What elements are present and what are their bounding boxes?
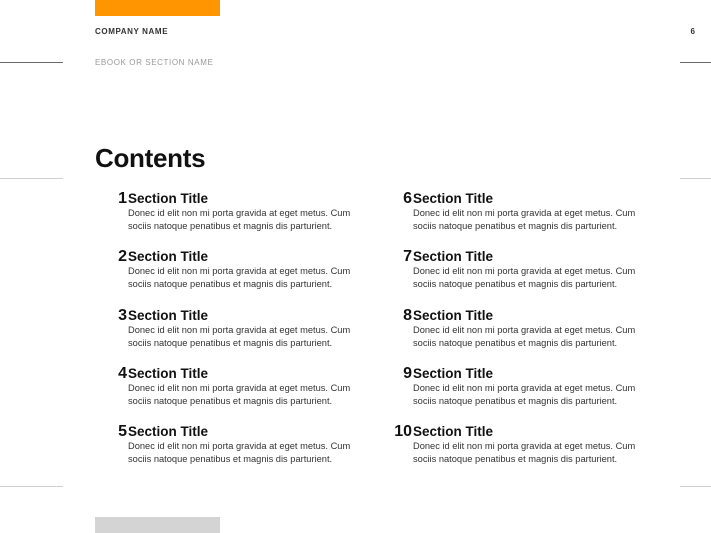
toc-item-number: 8 (403, 306, 412, 324)
bottom-rule-right (680, 486, 711, 487)
toc-item-number: 4 (118, 364, 127, 382)
mid-rule-right (680, 178, 711, 179)
toc-item (380, 190, 640, 248)
toc-item-description: Donec id elit non mi porta gravida at eget metus. Cum sociis natoque penatibus et magnis dis parturient. (128, 208, 351, 231)
toc-item-description: Donec id elit non mi porta gravida at eget metus. Cum sociis natoque penatibus et magnis dis parturient. (128, 324, 351, 348)
toc-item-title: Section Title (128, 365, 209, 381)
header-rule-left (0, 62, 63, 63)
toc-item-number: 2 (118, 248, 127, 266)
toc-item (95, 365, 355, 423)
bottom-rule-left (0, 486, 63, 487)
toc-item-number: 9 (403, 364, 412, 382)
mid-rule-left (0, 178, 63, 179)
toc-column-left (95, 190, 355, 481)
toc-item-description: Donec id elit non mi porta gravida at eget metus. Cum sociis natoque penatibus et magnis dis parturient. (128, 266, 351, 290)
toc-item-description: Donec id elit non mi porta gravida at eget metus. Cum sociis natoque penatibus et magnis dis parturient. (413, 441, 636, 465)
toc-item-description: Donec id elit non mi porta gravida at eget metus. Cum sociis natoque penatibus et magnis dis parturient. (128, 441, 351, 465)
toc-item-description: Donec id elit non mi porta gravida at eget metus. Cum sociis natoque penatibus et magnis dis parturient. (413, 324, 636, 348)
toc-item-title: Section Title (413, 249, 494, 265)
toc-item (380, 248, 640, 306)
toc-item (380, 365, 640, 423)
toc-item (380, 423, 640, 481)
toc-item-number: 1 (118, 190, 127, 207)
footer-bar (95, 517, 220, 533)
toc-item-title: Section Title (128, 191, 209, 206)
toc-column-right (380, 190, 640, 481)
toc-item-description: Donec id elit non mi porta gravida at eget metus. Cum sociis natoque penatibus et magnis dis parturient. (128, 382, 351, 406)
toc-item-number: 3 (118, 306, 127, 324)
toc-item-title: Section Title (128, 249, 209, 265)
toc-item-title: Section Title (413, 424, 494, 440)
page-number: 6 (690, 27, 695, 36)
accent-bar (95, 0, 220, 16)
toc-item-number: 10 (394, 423, 412, 441)
toc-item (95, 190, 355, 248)
toc-item (95, 307, 355, 365)
toc-item-number: 5 (118, 423, 127, 441)
toc-item-number: 6 (403, 190, 412, 207)
toc-item-title: Section Title (128, 424, 209, 440)
toc-item-number: 7 (403, 248, 412, 266)
toc-item (380, 307, 640, 365)
company-name: COMPANY NAME (95, 27, 169, 36)
toc-item-title: Section Title (413, 365, 494, 381)
toc-item-title: Section Title (413, 191, 494, 206)
page-title: Contents (95, 143, 206, 173)
toc-item-description: Donec id elit non mi porta gravida at eget metus. Cum sociis natoque penatibus et magnis dis parturient. (413, 266, 636, 290)
toc-item (95, 248, 355, 306)
toc-item-description: Donec id elit non mi porta gravida at eget metus. Cum sociis natoque penatibus et magnis dis parturient. (413, 382, 636, 406)
toc-item-title: Section Title (128, 307, 209, 323)
toc-item-title: Section Title (413, 307, 494, 323)
toc-item-description: Donec id elit non mi porta gravida at eget metus. Cum sociis natoque penatibus et magnis dis parturient. (413, 208, 636, 231)
section-name: EBOOK OR SECTION NAME (95, 58, 214, 67)
toc-item (95, 423, 355, 481)
header-rule-right (680, 62, 711, 63)
